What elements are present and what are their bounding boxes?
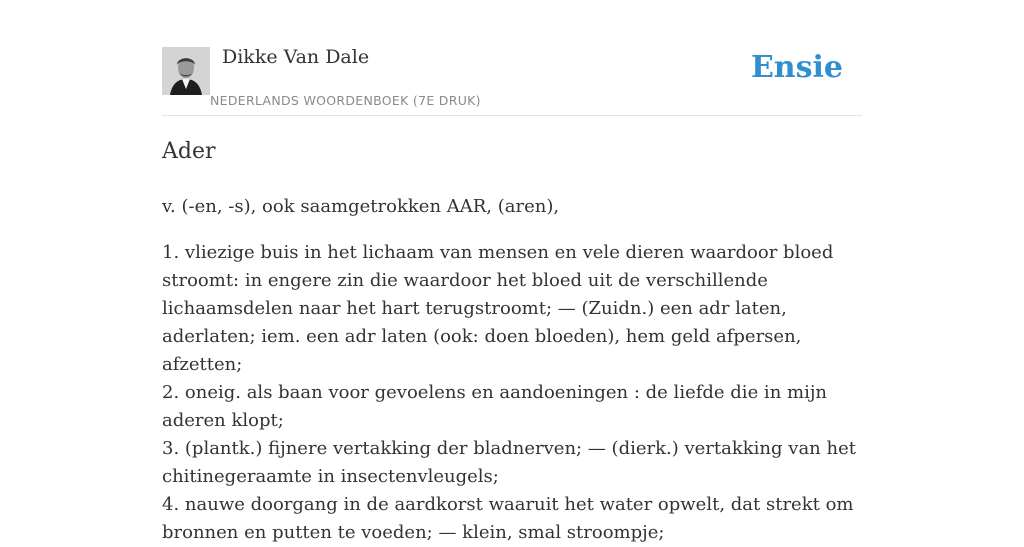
dictionary-header [162, 0, 862, 116]
dictionary-subtitle: NEDERLANDS WOORDENBOEK (7E DRUK) [210, 93, 481, 108]
site-logo[interactable]: Ensie [750, 50, 843, 85]
page [162, 0, 862, 543]
definition-item: 2. oneig. als baan voor gevoelens en aandoeningen : de liefde die in mijn aderen klopt; [162, 382, 828, 431]
definition-item: 3. (plantk.) fijnere vertakking der bladnerven; — (dierk.) vertakking van het chitinegeraamte in insectenvleugels; [162, 438, 856, 487]
portrait-icon [162, 47, 210, 95]
author-avatar[interactable] [162, 47, 210, 95]
entry-grammar: v. (-en, -s), ook saamgetrokken AAR, (aren), [162, 196, 560, 217]
definition-item: 1. vliezige buis in het lichaam van mensen en vele dieren waardoor bloed stroomt: in engere zin die waardoor het bloed uit de verschillende lichaamsdelen naar het hart terugstroomt; — (Zuidn.) een adr laten, aderlaten; iem. een adr laten (ook: doen bloeden), hem geld afpersen, afzetten; [162, 242, 834, 375]
definition-list [162, 239, 862, 547]
definition-item: 4. nauwe doorgang in de aardkorst waaruit het water opwelt, dat strekt om bronnen en putten te voeden; — klein, smal stroompje; [162, 494, 854, 543]
entry-word: Ader [162, 139, 216, 164]
dictionary-name[interactable]: Dikke Van Dale [222, 46, 370, 68]
